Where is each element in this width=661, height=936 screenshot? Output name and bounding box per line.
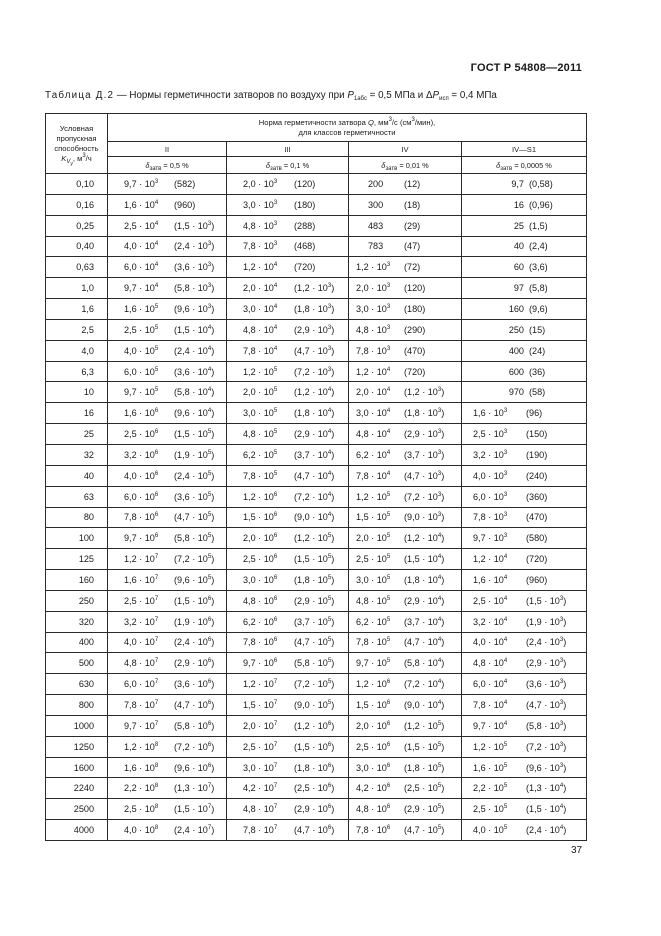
norm-cell-class-4: $4,8 \cdot 10^4$ $(2,9 \cdot 10^3)$ (462, 653, 587, 674)
norm-cell-class-1: $2,5 \cdot 10^5$ $(1,5 \cdot 10^4)$ (108, 319, 227, 340)
norm-cell-class-2: $2,0 \cdot 10^3$ (120) (227, 174, 349, 195)
norm-cell-class-4: 600 (36) (462, 361, 587, 382)
norm-cell-class-4: $6,0 \cdot 10^3$ (360) (462, 486, 587, 507)
norm-cell-class-3: $4,8 \cdot 10^4$ $(2,9 \cdot 10^3)$ (349, 424, 462, 445)
norm-cell-class-2: $2,5 \cdot 10^6$ $(1,5 \cdot 10^5)$ (227, 549, 349, 570)
table-row (46, 549, 587, 570)
norm-cell-class-2: $1,2 \cdot 10^5$ $(7,2 \cdot 10^3)$ (227, 361, 349, 382)
norm-cell-class-1: $6,0 \cdot 10^7$ $(3,6 \cdot 10^6)$ (108, 674, 227, 695)
norm-cell-class-3: $1,2 \cdot 10^3$ (72) (349, 257, 462, 278)
capacity-cell: 1,6 (46, 299, 108, 320)
norm-cell-class-1: $1,2 \cdot 10^8$ $(7,2 \cdot 10^6)$ (108, 736, 227, 757)
norm-cell-class-4: 970 (58) (462, 382, 587, 403)
capacity-column-header: Условная пропускная способность $K_{V_y}$, $м^3/ч$ (46, 114, 108, 174)
norm-cell-class-3: $7,8 \cdot 10^5$ $(4,7 \cdot 10^4)$ (349, 632, 462, 653)
norm-cell-class-4: $9,7 \cdot 10^3$ (580) (462, 528, 587, 549)
table-row (46, 736, 587, 757)
capacity-cell: 630 (46, 674, 108, 695)
norm-cell-class-4: $1,6 \cdot 10^3$ (96) (462, 403, 587, 424)
norm-cell-class-2: $3,0 \cdot 10^3$ (180) (227, 194, 349, 215)
norm-cell-class-4: $7,8 \cdot 10^3$ (470) (462, 507, 587, 528)
capacity-cell: 0,16 (46, 194, 108, 215)
norm-cell-class-1: $9,7 \cdot 10^3$ (582) (108, 174, 227, 195)
capacity-cell: 0,25 (46, 215, 108, 236)
capacity-cell: 0,40 (46, 236, 108, 257)
capacity-cell: 10 (46, 382, 108, 403)
norm-cell-class-3: $3,0 \cdot 10^5$ $(1,8 \cdot 10^4)$ (349, 570, 462, 591)
norm-cell-class-2: $4,8 \cdot 10^7$ $(2,9 \cdot 10^6)$ (227, 799, 349, 820)
norm-cell-class-1: $1,2 \cdot 10^7$ $(7,2 \cdot 10^5)$ (108, 549, 227, 570)
norm-cell-class-2: $7,8 \cdot 10^6$ $(4,7 \cdot 10^5)$ (227, 632, 349, 653)
norm-cell-class-4: $7,8 \cdot 10^4$ $(4,7 \cdot 10^3)$ (462, 695, 587, 716)
class-header-1: II (108, 142, 227, 157)
norm-cell-class-3: 783 (47) (349, 236, 462, 257)
capacity-cell: 250 (46, 590, 108, 611)
norm-cell-class-2: $2,0 \cdot 10^7$ $(1,2 \cdot 10^6)$ (227, 715, 349, 736)
delta-header-2: $\delta_{затв} = 0,1$ % (227, 157, 349, 174)
capacity-cell: 320 (46, 611, 108, 632)
norm-cell-class-4: 25 (1,5) (462, 215, 587, 236)
table-row (46, 319, 587, 340)
norm-cell-class-3: $2,0 \cdot 10^4$ $(1,2 \cdot 10^3)$ (349, 382, 462, 403)
capacity-cell: 1,0 (46, 278, 108, 299)
norm-cell-class-3: $2,0 \cdot 10^6$ $(1,2 \cdot 10^5)$ (349, 715, 462, 736)
capacity-cell: 16 (46, 403, 108, 424)
table-row (46, 340, 587, 361)
norm-cell-class-3: $2,0 \cdot 10^3$ (120) (349, 278, 462, 299)
norm-cell-class-2: $1,2 \cdot 10^4$ (720) (227, 257, 349, 278)
table-row (46, 590, 587, 611)
norm-cell-class-1: $4,0 \cdot 10^6$ $(2,4 \cdot 10^5)$ (108, 465, 227, 486)
norm-cell-class-1: $9,7 \cdot 10^5$ $(5,8 \cdot 10^4)$ (108, 382, 227, 403)
table-row (46, 174, 587, 195)
norm-cell-class-2: $7,8 \cdot 10^4$ $(4,7 \cdot 10^3)$ (227, 340, 349, 361)
norm-cell-class-4: 400 (24) (462, 340, 587, 361)
document-header: ГОСТ Р 54808—2011 (470, 62, 582, 74)
norm-cell-class-3: $9,7 \cdot 10^5$ $(5,8 \cdot 10^4)$ (349, 653, 462, 674)
norm-cell-class-3: 483 (29) (349, 215, 462, 236)
norm-cell-class-1: $6,0 \cdot 10^6$ $(3,6 \cdot 10^5)$ (108, 486, 227, 507)
norm-cell-class-2: $7,8 \cdot 10^5$ $(4,7 \cdot 10^4)$ (227, 465, 349, 486)
delta-header-3: $\delta_{затв} = 0,01$ % (349, 157, 462, 174)
norm-cell-class-1: $6,0 \cdot 10^5$ $(3,6 \cdot 10^4)$ (108, 361, 227, 382)
capacity-cell: 125 (46, 549, 108, 570)
norm-cell-class-3: 200 (12) (349, 174, 462, 195)
norm-cell-class-2: $3,0 \cdot 10^4$ $(1,8 \cdot 10^3)$ (227, 299, 349, 320)
table-row (46, 570, 587, 591)
table-row (46, 715, 587, 736)
norm-cell-class-1: $3,2 \cdot 10^6$ $(1,9 \cdot 10^5)$ (108, 444, 227, 465)
norm-cell-class-4: $4,0 \cdot 10^5$ $(2,4 \cdot 10^4)$ (462, 820, 587, 841)
capacity-cell: 2,5 (46, 319, 108, 340)
norm-cell-class-1: $9,7 \cdot 10^7$ $(5,8 \cdot 10^6)$ (108, 715, 227, 736)
class-header-2: III (227, 142, 349, 157)
table-row (46, 257, 587, 278)
norm-cell-class-4: 97 (5,8) (462, 278, 587, 299)
table-row (46, 194, 587, 215)
table-row (46, 486, 587, 507)
table-row (46, 507, 587, 528)
tightness-norms-table (45, 113, 587, 841)
norm-cell-class-2: $6,2 \cdot 10^5$ $(3,7 \cdot 10^4)$ (227, 444, 349, 465)
norm-cell-class-4: 9,7 (0,58) (462, 174, 587, 195)
norm-cell-class-1: $4,8 \cdot 10^7$ $(2,9 \cdot 10^6)$ (108, 653, 227, 674)
norm-cell-class-2: $4,8 \cdot 10^3$ (288) (227, 215, 349, 236)
norm-cell-class-3: $7,8 \cdot 10^6$ $(4,7 \cdot 10^5)$ (349, 820, 462, 841)
table-row (46, 465, 587, 486)
norm-cell-class-4: $2,5 \cdot 10^5$ $(1,5 \cdot 10^4)$ (462, 799, 587, 820)
norm-cell-class-3: $1,2 \cdot 10^6$ $(7,2 \cdot 10^4)$ (349, 674, 462, 695)
delta-header-4: $\delta_{затв} = 0,0005$ % (462, 157, 587, 174)
table-row (46, 632, 587, 653)
norm-cell-class-4: $1,2 \cdot 10^5$ $(7,2 \cdot 10^3)$ (462, 736, 587, 757)
table-row (46, 444, 587, 465)
norm-cell-class-4: $9,7 \cdot 10^4$ $(5,8 \cdot 10^3)$ (462, 715, 587, 736)
norm-cell-class-3: $4,2 \cdot 10^6$ $(2,5 \cdot 10^5)$ (349, 778, 462, 799)
norm-cell-class-1: $1,6 \cdot 10^8$ $(9,6 \cdot 10^6)$ (108, 757, 227, 778)
norm-cell-class-3: $3,0 \cdot 10^6$ $(1,8 \cdot 10^5)$ (349, 757, 462, 778)
table-row (46, 820, 587, 841)
norm-cell-class-4: $3,2 \cdot 10^3$ (190) (462, 444, 587, 465)
norm-cell-class-1: $9,7 \cdot 10^4$ $(5,8 \cdot 10^3)$ (108, 278, 227, 299)
norm-cell-class-3: 300 (18) (349, 194, 462, 215)
norm-cell-class-2: $7,8 \cdot 10^3$ (468) (227, 236, 349, 257)
table-row (46, 382, 587, 403)
norm-cell-class-1: $4,0 \cdot 10^4$ $(2,4 \cdot 10^3)$ (108, 236, 227, 257)
norm-cell-class-4: $2,5 \cdot 10^4$ $(1,5 \cdot 10^3)$ (462, 590, 587, 611)
norm-cell-class-1: $3,2 \cdot 10^7$ $(1,9 \cdot 10^6)$ (108, 611, 227, 632)
delta-header-1: $\delta_{затв} = 0,5$ % (108, 157, 227, 174)
table-row (46, 528, 587, 549)
capacity-cell: 2240 (46, 778, 108, 799)
norm-cell-class-1: $1,6 \cdot 10^5$ $(9,6 \cdot 10^3)$ (108, 299, 227, 320)
norm-cell-class-2: $4,2 \cdot 10^7$ $(2,5 \cdot 10^6)$ (227, 778, 349, 799)
norm-cell-class-3: $4,8 \cdot 10^3$ (290) (349, 319, 462, 340)
norm-cell-class-4: $2,5 \cdot 10^3$ (150) (462, 424, 587, 445)
norm-cell-class-4: $4,0 \cdot 10^3$ (240) (462, 465, 587, 486)
norm-group-header: Норма герметичности затвора Q, $мм^3/с$ $(см^3/мин)$, для классов герметичности (108, 114, 587, 142)
norm-cell-class-4: $4,0 \cdot 10^4$ $(2,4 \cdot 10^3)$ (462, 632, 587, 653)
table-row (46, 653, 587, 674)
norm-cell-class-3: $2,5 \cdot 10^5$ $(1,5 \cdot 10^4)$ (349, 549, 462, 570)
class-header-3: IV (349, 142, 462, 157)
norm-cell-class-2: $2,0 \cdot 10^5$ $(1,2 \cdot 10^4)$ (227, 382, 349, 403)
table-row (46, 215, 587, 236)
capacity-cell: 0,10 (46, 174, 108, 195)
table-row (46, 361, 587, 382)
capacity-cell: 2500 (46, 799, 108, 820)
norm-cell-class-1: $6,0 \cdot 10^4$ $(3,6 \cdot 10^3)$ (108, 257, 227, 278)
norm-cell-class-4: $6,0 \cdot 10^4$ $(3,6 \cdot 10^3)$ (462, 674, 587, 695)
norm-cell-class-2: $1,2 \cdot 10^6$ $(7,2 \cdot 10^4)$ (227, 486, 349, 507)
norm-cell-class-4: $1,2 \cdot 10^4$ (720) (462, 549, 587, 570)
norm-cell-class-3: $1,5 \cdot 10^5$ $(9,0 \cdot 10^3)$ (349, 507, 462, 528)
norm-cell-class-2: $1,5 \cdot 10^7$ $(9,0 \cdot 10^5)$ (227, 695, 349, 716)
norm-cell-class-4: 60 (3,6) (462, 257, 587, 278)
capacity-cell: 1250 (46, 736, 108, 757)
norm-cell-class-2: $3,0 \cdot 10^6$ $(1,8 \cdot 10^5)$ (227, 570, 349, 591)
norm-cell-class-2: $1,5 \cdot 10^6$ $(9,0 \cdot 10^4)$ (227, 507, 349, 528)
norm-cell-class-2: $7,8 \cdot 10^7$ $(4,7 \cdot 10^6)$ (227, 820, 349, 841)
capacity-cell: 4,0 (46, 340, 108, 361)
norm-cell-class-1: $1,6 \cdot 10^7$ $(9,6 \cdot 10^5)$ (108, 570, 227, 591)
table-label: Таблица Д.2 (45, 90, 115, 101)
norm-cell-class-2: $2,5 \cdot 10^7$ $(1,5 \cdot 10^6)$ (227, 736, 349, 757)
norm-cell-class-2: $2,0 \cdot 10^4$ $(1,2 \cdot 10^3)$ (227, 278, 349, 299)
capacity-cell: 80 (46, 507, 108, 528)
capacity-cell: 100 (46, 528, 108, 549)
table-row (46, 299, 587, 320)
norm-cell-class-3: $6,2 \cdot 10^5$ $(3,7 \cdot 10^4)$ (349, 611, 462, 632)
norm-cell-class-2: $3,0 \cdot 10^7$ $(1,8 \cdot 10^6)$ (227, 757, 349, 778)
norm-cell-class-4: 40 (2,4) (462, 236, 587, 257)
table-row (46, 757, 587, 778)
capacity-cell: 160 (46, 570, 108, 591)
norm-cell-class-2: $4,8 \cdot 10^4$ $(2,9 \cdot 10^3)$ (227, 319, 349, 340)
capacity-cell: 1600 (46, 757, 108, 778)
norm-cell-class-1: $1,6 \cdot 10^6$ $(9,6 \cdot 10^4)$ (108, 403, 227, 424)
capacity-cell: 40 (46, 465, 108, 486)
capacity-cell: 1000 (46, 715, 108, 736)
capacity-cell: 500 (46, 653, 108, 674)
norm-cell-class-4: $2,2 \cdot 10^5$ $(1,3 \cdot 10^4)$ (462, 778, 587, 799)
norm-cell-class-3: $1,2 \cdot 10^5$ $(7,2 \cdot 10^3)$ (349, 486, 462, 507)
capacity-cell: 800 (46, 695, 108, 716)
capacity-cell: 400 (46, 632, 108, 653)
capacity-cell: 0,63 (46, 257, 108, 278)
norm-cell-class-3: $1,5 \cdot 10^6$ $(9,0 \cdot 10^4)$ (349, 695, 462, 716)
norm-cell-class-1: $4,0 \cdot 10^7$ $(2,4 \cdot 10^6)$ (108, 632, 227, 653)
page-number: 37 (571, 845, 583, 856)
norm-cell-class-3: $7,8 \cdot 10^3$ (470) (349, 340, 462, 361)
norm-cell-class-2: $4,8 \cdot 10^6$ $(2,9 \cdot 10^5)$ (227, 590, 349, 611)
table-row (46, 403, 587, 424)
capacity-cell: 32 (46, 444, 108, 465)
norm-cell-class-3: $2,5 \cdot 10^6$ $(1,5 \cdot 10^5)$ (349, 736, 462, 757)
norm-cell-class-4: 250 (15) (462, 319, 587, 340)
norm-cell-class-3: $3,0 \cdot 10^3$ (180) (349, 299, 462, 320)
norm-cell-class-1: $1,6 \cdot 10^4$ (960) (108, 194, 227, 215)
norm-cell-class-1: $7,8 \cdot 10^7$ $(4,7 \cdot 10^6)$ (108, 695, 227, 716)
table-row (46, 799, 587, 820)
norm-cell-class-4: 16 (0,96) (462, 194, 587, 215)
norm-cell-class-2: $1,2 \cdot 10^7$ $(7,2 \cdot 10^5)$ (227, 674, 349, 695)
norm-cell-class-3: $6,2 \cdot 10^4$ $(3,7 \cdot 10^3)$ (349, 444, 462, 465)
capacity-cell: 6,3 (46, 361, 108, 382)
norm-cell-class-1: $2,5 \cdot 10^6$ $(1,5 \cdot 10^5)$ (108, 424, 227, 445)
table-row (46, 778, 587, 799)
norm-cell-class-4: $1,6 \cdot 10^5$ $(9,6 \cdot 10^3)$ (462, 757, 587, 778)
norm-cell-class-2: $9,7 \cdot 10^6$ $(5,8 \cdot 10^5)$ (227, 653, 349, 674)
table-row (46, 278, 587, 299)
norm-cell-class-1: $2,2 \cdot 10^8$ $(1,3 \cdot 10^7)$ (108, 778, 227, 799)
class-header-4: IV—S1 (462, 142, 587, 157)
norm-cell-class-1: $4,0 \cdot 10^8$ $(2,4 \cdot 10^7)$ (108, 820, 227, 841)
norm-cell-class-1: $2,5 \cdot 10^8$ $(1,5 \cdot 10^7)$ (108, 799, 227, 820)
norm-cell-class-3: $4,8 \cdot 10^5$ $(2,9 \cdot 10^4)$ (349, 590, 462, 611)
norm-cell-class-1: $7,8 \cdot 10^6$ $(4,7 \cdot 10^5)$ (108, 507, 227, 528)
norm-cell-class-2: $2,0 \cdot 10^6$ $(1,2 \cdot 10^5)$ (227, 528, 349, 549)
norm-cell-class-3: $1,2 \cdot 10^4$ (720) (349, 361, 462, 382)
norm-cell-class-3: $3,0 \cdot 10^4$ $(1,8 \cdot 10^3)$ (349, 403, 462, 424)
capacity-cell: 4000 (46, 820, 108, 841)
norm-cell-class-1: $4,0 \cdot 10^5$ $(2,4 \cdot 10^4)$ (108, 340, 227, 361)
table-row (46, 695, 587, 716)
table-row (46, 236, 587, 257)
norm-cell-class-4: 160 (9,6) (462, 299, 587, 320)
norm-cell-class-1: $2,5 \cdot 10^4$ $(1,5 \cdot 10^3)$ (108, 215, 227, 236)
norm-cell-class-4: $3,2 \cdot 10^4$ $(1,9 \cdot 10^3)$ (462, 611, 587, 632)
table-row (46, 674, 587, 695)
table-caption: Таблица Д.2 — Нормы герметичности затворов по воздуху при $P_{1абс} = 0,5$ МПа и $\Delta P_{исп} = 0,4$ МПа (45, 90, 497, 102)
norm-cell-class-1: $2,5 \cdot 10^7$ $(1,5 \cdot 10^6)$ (108, 590, 227, 611)
norm-cell-class-2: $4,8 \cdot 10^5$ $(2,9 \cdot 10^4)$ (227, 424, 349, 445)
norm-cell-class-4: $1,6 \cdot 10^4$ (960) (462, 570, 587, 591)
capacity-cell: 63 (46, 486, 108, 507)
norm-cell-class-2: $6,2 \cdot 10^6$ $(3,7 \cdot 10^5)$ (227, 611, 349, 632)
norm-cell-class-3: $7,8 \cdot 10^4$ $(4,7 \cdot 10^3)$ (349, 465, 462, 486)
norm-cell-class-3: $4,8 \cdot 10^6$ $(2,9 \cdot 10^5)$ (349, 799, 462, 820)
norm-cell-class-3: $2,0 \cdot 10^5$ $(1,2 \cdot 10^4)$ (349, 528, 462, 549)
norm-cell-class-2: $3,0 \cdot 10^5$ $(1,8 \cdot 10^4)$ (227, 403, 349, 424)
norm-cell-class-1: $9,7 \cdot 10^6$ $(5,8 \cdot 10^5)$ (108, 528, 227, 549)
capacity-cell: 25 (46, 424, 108, 445)
table-row (46, 424, 587, 445)
table-row (46, 611, 587, 632)
